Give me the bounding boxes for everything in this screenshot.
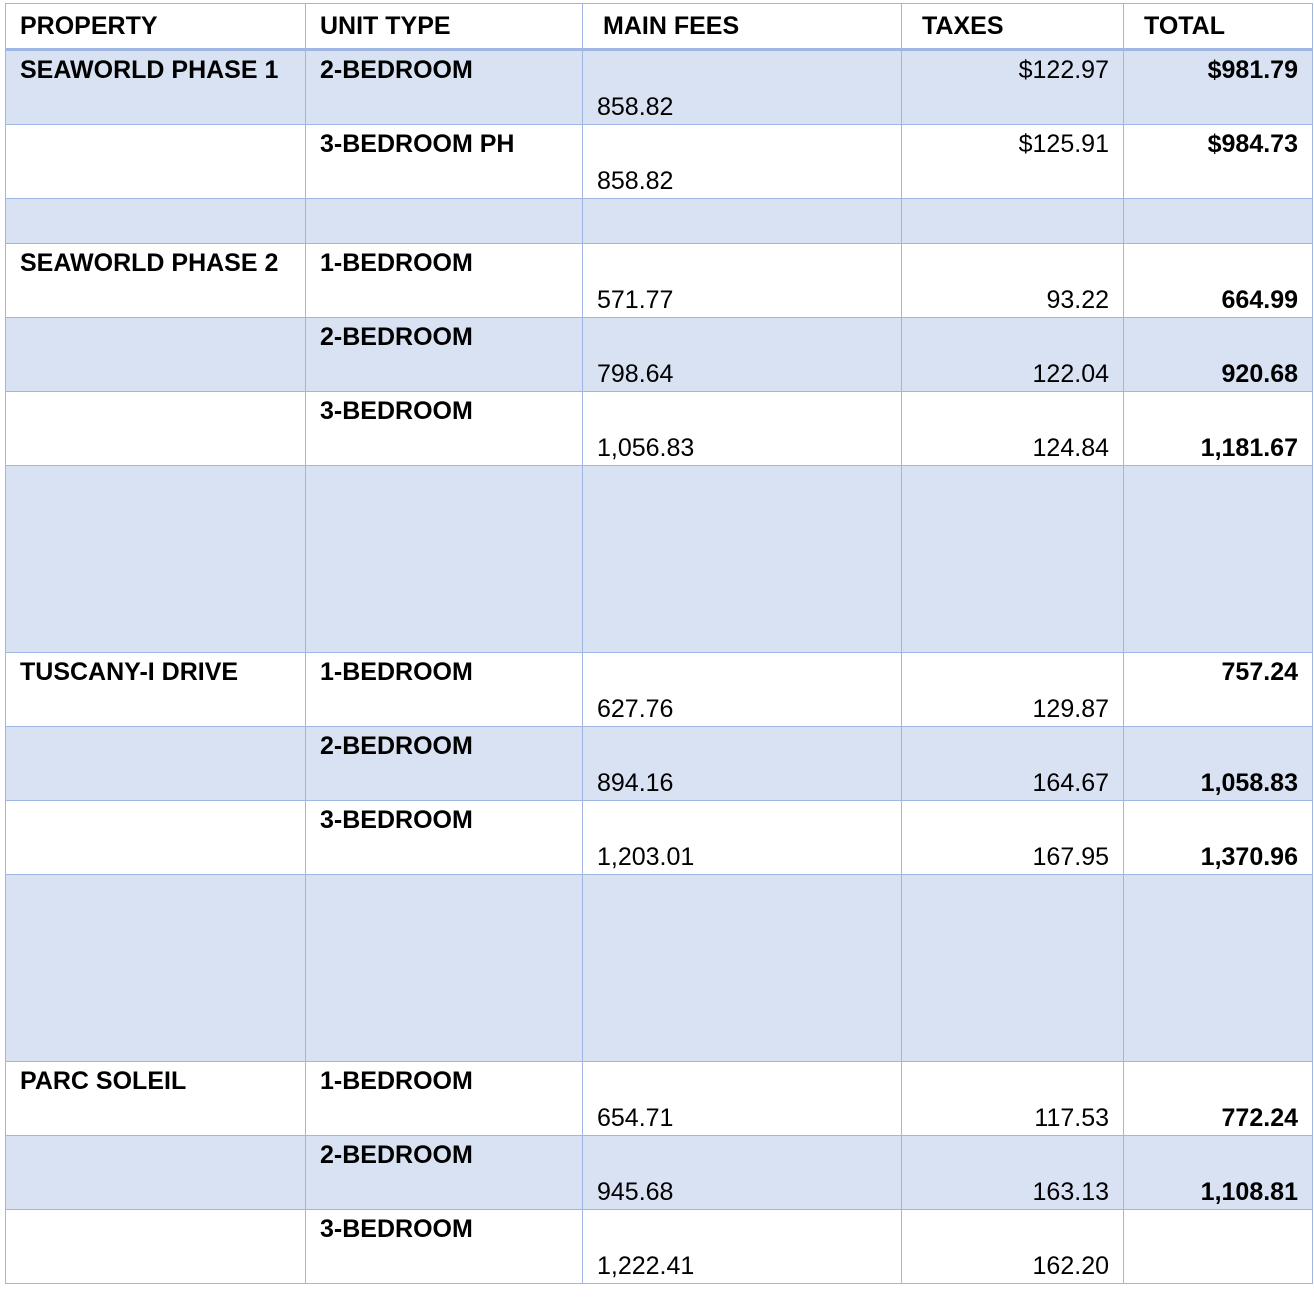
cell-property (6, 801, 306, 875)
cell-unit: 3-BEDROOM PH (306, 125, 583, 199)
cell-unit: 2-BEDROOM (306, 1136, 583, 1210)
header-total: TOTAL (1124, 4, 1313, 50)
cell-fees: 858.82 (583, 125, 902, 199)
cell-fees (583, 875, 902, 1062)
cell-property (6, 727, 306, 801)
cell-unit: 3-BEDROOM (306, 392, 583, 466)
cell-fees: 894.16 (583, 727, 902, 801)
cell-total: 1,108.81 (1124, 1136, 1313, 1210)
cell-unit: 1-BEDROOM (306, 653, 583, 727)
cell-total: 664.99 (1124, 244, 1313, 318)
cell-property (6, 318, 306, 392)
cell-fees (583, 466, 902, 653)
table-row-spacer (6, 466, 1313, 653)
cell-property: PARC SOLEIL (6, 1062, 306, 1136)
cell-unit: 1-BEDROOM (306, 1062, 583, 1136)
cell-fees: 1,203.01 (583, 801, 902, 875)
cell-property: SEAWORLD PHASE 1 (6, 50, 306, 125)
header-main-fees: MAIN FEES (583, 4, 902, 50)
cell-property (6, 466, 306, 653)
cell-taxes: 163.13 (902, 1136, 1124, 1210)
cell-taxes: $125.91 (902, 125, 1124, 199)
cell-unit (306, 466, 583, 653)
cell-total: 757.24 (1124, 653, 1313, 727)
table-row (6, 1136, 1313, 1210)
cell-unit: 3-BEDROOM (306, 1210, 583, 1284)
table-row (6, 653, 1313, 727)
table-row (6, 125, 1313, 199)
cell-total (1124, 199, 1313, 244)
cell-total: 1,181.67 (1124, 392, 1313, 466)
cell-taxes: 93.22 (902, 244, 1124, 318)
table-row (6, 50, 1313, 125)
header-taxes: TAXES (902, 4, 1124, 50)
cell-fees: 858.82 (583, 50, 902, 125)
cell-taxes: 122.04 (902, 318, 1124, 392)
cell-taxes: 162.20 (902, 1210, 1124, 1284)
cell-fees: 571.77 (583, 244, 902, 318)
table-row-spacer (6, 199, 1313, 244)
cell-property (6, 199, 306, 244)
cell-property (6, 875, 306, 1062)
cell-property (6, 1136, 306, 1210)
cell-total: $984.73 (1124, 125, 1313, 199)
cell-taxes: 129.87 (902, 653, 1124, 727)
cell-total: 772.24 (1124, 1062, 1313, 1136)
cell-total: 1,058.83 (1124, 727, 1313, 801)
header-row (6, 4, 1313, 50)
cell-taxes (902, 466, 1124, 653)
cell-total: $981.79 (1124, 50, 1313, 125)
header-property: PROPERTY (6, 4, 306, 50)
table-row-spacer (6, 875, 1313, 1062)
cell-total: 920.68 (1124, 318, 1313, 392)
header-unit-type: UNIT TYPE (306, 4, 583, 50)
cell-fees: 1,222.41 (583, 1210, 902, 1284)
cell-property (6, 1210, 306, 1284)
table-row (6, 1062, 1313, 1136)
table-row (6, 318, 1313, 392)
cell-fees (583, 199, 902, 244)
cell-unit: 1-BEDROOM (306, 244, 583, 318)
fees-table (5, 3, 1313, 1284)
cell-taxes: $122.97 (902, 50, 1124, 125)
cell-total (1124, 1210, 1313, 1284)
cell-unit: 2-BEDROOM (306, 727, 583, 801)
cell-taxes (902, 199, 1124, 244)
cell-taxes (902, 875, 1124, 1062)
cell-fees: 798.64 (583, 318, 902, 392)
cell-total (1124, 466, 1313, 653)
cell-unit (306, 199, 583, 244)
cell-unit: 2-BEDROOM (306, 50, 583, 125)
cell-unit: 2-BEDROOM (306, 318, 583, 392)
cell-property: TUSCANY-I DRIVE (6, 653, 306, 727)
table-row (6, 727, 1313, 801)
cell-unit (306, 875, 583, 1062)
cell-property (6, 392, 306, 466)
cell-total (1124, 875, 1313, 1062)
table-row (6, 1210, 1313, 1284)
cell-unit: 3-BEDROOM (306, 801, 583, 875)
cell-total: 1,370.96 (1124, 801, 1313, 875)
cell-taxes: 124.84 (902, 392, 1124, 466)
table-row (6, 801, 1313, 875)
table-row (6, 244, 1313, 318)
cell-fees: 627.76 (583, 653, 902, 727)
cell-taxes: 164.67 (902, 727, 1124, 801)
cell-taxes: 117.53 (902, 1062, 1124, 1136)
cell-fees: 945.68 (583, 1136, 902, 1210)
cell-fees: 654.71 (583, 1062, 902, 1136)
table-row (6, 392, 1313, 466)
cell-taxes: 167.95 (902, 801, 1124, 875)
cell-property (6, 125, 306, 199)
cell-property: SEAWORLD PHASE 2 (6, 244, 306, 318)
cell-fees: 1,056.83 (583, 392, 902, 466)
